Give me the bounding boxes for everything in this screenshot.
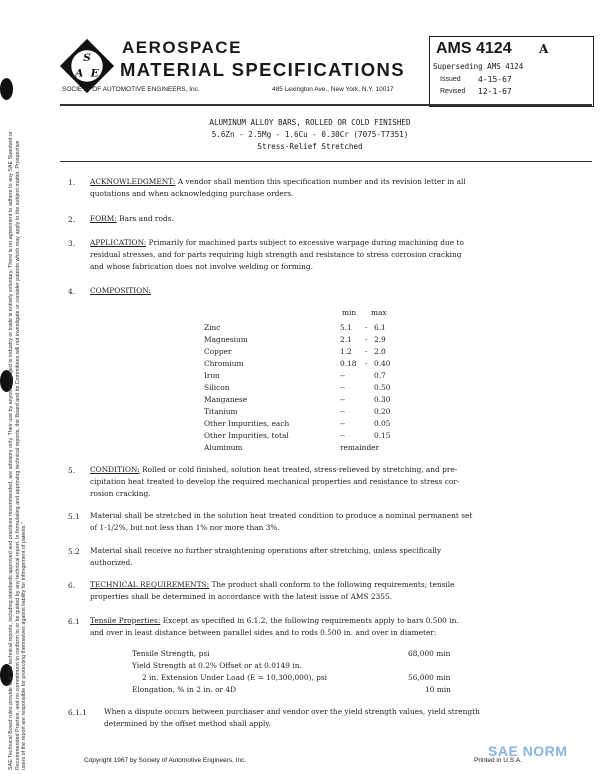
composition-min: -- (340, 407, 345, 416)
composition-element: Iron (204, 371, 220, 380)
watermark-logo: SAE NORM (488, 743, 568, 759)
composition-element: Zinc (204, 323, 221, 332)
composition-separator: - (365, 347, 368, 356)
tensile-strength-label: Tensile Strength, psi (132, 649, 210, 658)
section-6-text1: The product shall conform to the following requirements; tensile (211, 580, 455, 589)
section-2 (90, 213, 560, 225)
composition-element: Other Impurities, each (204, 419, 290, 428)
composition-min-header: min (342, 308, 357, 317)
composition-element: Silicon (204, 383, 230, 392)
composition-separator: - (365, 323, 368, 332)
section-3-number: 3. (68, 239, 76, 248)
section-5-text2: cipitation heat treated to develop the required mechanical properties and resistance to stress cor- (90, 477, 460, 486)
doc-title-line3: Stress-Relief Stretched (257, 142, 363, 151)
tensile-strength-value: 68,000 min (408, 649, 451, 658)
section-6-1-text2: and over in least distance between parallel sides and to rods 0.500 in. and over in diameter: (90, 628, 437, 637)
section-6-1 (90, 615, 570, 639)
composition-min: -- (340, 383, 345, 392)
section-6-1-1-text1: When a dispute occurs between purchaser and vendor over the yield strength values, yield strength (104, 707, 480, 716)
section-5-1-text2: of 1-1/2%, but not less than 1% nor more than 3%. (90, 523, 280, 532)
yield-strength-value: 56,000 min (408, 673, 451, 682)
section-5-2 (90, 545, 570, 569)
composition-max: 0.30 (374, 395, 391, 404)
elongation-label: Elongation, % in 2 in. or 4D (132, 685, 237, 694)
section-5 (90, 464, 570, 500)
spec-revision: A (539, 42, 549, 56)
section-3-text3: and whose fabrication does not involve welding or forming. (90, 262, 314, 271)
composition-separator: - (365, 359, 368, 368)
composition-min: 2.1 (340, 335, 352, 344)
footer-copyright: Copyright 1967 by Society of Automotive Engineers, Inc. (84, 757, 247, 764)
header-title-line2: MATERIAL SPECIFICATIONS (120, 59, 406, 80)
doc-title-line1: ALUMINUM ALLOY BARS, ROLLED OR COLD FINISHED (209, 118, 411, 127)
composition-min: -- (340, 431, 345, 440)
composition-min: remainder (340, 443, 380, 452)
section-1-text2: quotations and when acknowledging purchase orders. (90, 189, 294, 198)
section-2-text1: Bars and rods. (119, 214, 174, 223)
composition-row (204, 418, 424, 430)
composition-max: 0.40 (374, 359, 391, 368)
section-2-heading: FORM: (90, 214, 117, 223)
composition-element: Titanium (204, 407, 238, 416)
section-1 (90, 176, 560, 200)
composition-max: 0.20 (374, 407, 391, 416)
composition-row (204, 430, 424, 442)
composition-min: 5.1 (340, 323, 352, 332)
doc-title-line2: 5.6Zn - 2.5Mg - 1.6Cu - 0.30Cr (7075-T7351) (211, 130, 409, 139)
composition-min: -- (340, 419, 345, 428)
sidebar-disclaimer: SAE Technical Board rules provide that: "All technical reports, including standards approved and practices recommended, are advisory only. Their use by anyone engaged in industry or trade is entirely voluntary. There is no agreement to adhere to any SAE Standard or Recommended Practice, and no commitment to conform to or be guided by any technical report. In formulating and approving technical reports, the Board and its Committees will not investigate or consider patents which may apply to the subject matter. Prospective users of the report are responsible for protecting themselves against liability for infringement of patents." (8, 131, 28, 770)
composition-max-header: max (371, 308, 387, 317)
composition-element: Magnesium (204, 335, 248, 344)
svg-text:A: A (75, 66, 84, 80)
section-3-text1: Primarily for machined parts subject to excessive warpage during machining due to (148, 238, 464, 247)
composition-row (204, 406, 424, 418)
revised-label: Revised (440, 88, 466, 95)
issued-date: 4-15-67 (478, 75, 512, 84)
section-6-heading: TECHNICAL REQUIREMENTS: (90, 580, 210, 589)
header-title-line1: AEROSPACE (122, 38, 242, 57)
composition-min: 1.2 (340, 347, 352, 356)
section-6-1-1-text2: determined by the offset method shall apply. (104, 719, 271, 728)
section-5-text1: Rolled or cold finished, solution heat treated, stress-relieved by stretching, and pre- (142, 465, 458, 474)
composition-min: 0.18 (340, 359, 357, 368)
yield-strength-label: Yield Strength at 0.2% Offset or at 0.0149 in. (132, 661, 302, 670)
section-6-1-number: 6.1 (68, 617, 80, 626)
composition-element: Aluminum (204, 443, 243, 452)
section-4 (90, 285, 151, 297)
elongation-value: 10 min (425, 685, 451, 694)
section-3-text2: residual stresses, and for parts requiring high strength and resistance to stress corrosion cracking (90, 250, 462, 259)
section-4-number: 4. (68, 287, 76, 296)
section-5-1 (90, 510, 570, 534)
composition-row (204, 334, 424, 346)
composition-max: 0.50 (374, 383, 391, 392)
section-3 (90, 237, 560, 273)
section-5-1-number: 5.1 (68, 512, 80, 521)
composition-min: -- (340, 371, 345, 380)
composition-row (204, 382, 424, 394)
composition-row (204, 346, 424, 358)
yield-extension-label: 2 in. Extension Under Load (E = 10,300,000), psi (142, 673, 328, 682)
header-address: 485 Lexington Ave., New York, N.Y. 10017 (272, 86, 394, 93)
section-5-number: 5. (68, 466, 76, 475)
composition-row (204, 442, 424, 454)
svg-text:S: S (83, 51, 91, 65)
composition-row (204, 394, 424, 406)
composition-separator: - (365, 335, 368, 344)
spec-number: AMS 4124 (436, 40, 512, 57)
section-6-text2: properties shall be determined in accordance with the latest issue of AMS 2355. (90, 592, 393, 601)
title-divider (60, 161, 592, 162)
section-6-number: 6. (68, 581, 76, 590)
composition-element: Manganese (204, 395, 248, 404)
composition-max: 2.0 (374, 347, 386, 356)
composition-max: 2.9 (374, 335, 386, 344)
section-2-number: 2. (68, 215, 76, 224)
composition-min: -- (340, 395, 345, 404)
composition-row (204, 322, 424, 334)
section-5-heading: CONDITION: (90, 465, 140, 474)
composition-element: Other Impurities, total (204, 431, 289, 440)
section-5-2-text2: authorized. (90, 558, 133, 567)
composition-row (204, 370, 424, 382)
footer-printed: Printed in U.S.A. (474, 757, 523, 764)
section-5-2-number: 5.2 (68, 547, 80, 556)
section-4-heading: COMPOSITION: (90, 286, 151, 295)
section-5-2-text1: Material shall receive no further straightening operations after stretching, unless specifically (90, 546, 442, 555)
composition-max: 6.1 (374, 323, 386, 332)
header-divider (60, 104, 592, 106)
svg-text:E: E (90, 66, 99, 80)
section-1-heading: ACKNOWLEDGMENT: (90, 177, 176, 186)
section-3-heading: APPLICATION: (90, 238, 147, 247)
composition-row (204, 358, 424, 370)
section-6-1-1-number: 6.1.1 (68, 708, 87, 717)
composition-max: 0.15 (374, 431, 391, 440)
section-6 (90, 579, 570, 603)
composition-element: Chromium (204, 359, 244, 368)
binder-hole-top (0, 78, 13, 100)
section-6-1-text1: Except as specified in 6.1.2, the following requirements apply to bars 0.500 in. (162, 616, 459, 625)
section-6-1-1 (104, 706, 574, 730)
section-1-text1: A vendor shall mention this specification number and its revision letter in all (177, 177, 466, 186)
revised-date: 12-1-67 (478, 87, 512, 96)
section-5-1-text1: Material shall be stretched in the solution heat treated condition to produce a nominal permanent set (90, 511, 473, 520)
section-1-number: 1. (68, 178, 76, 187)
composition-max: 0.05 (374, 419, 391, 428)
section-6-1-heading: Tensile Properties: (90, 616, 161, 625)
section-5-text3: rosion cracking. (90, 489, 151, 498)
spec-superseding: Superseding AMS 4124 (433, 62, 524, 71)
header-society: SOCIETY OF AUTOMOTIVE ENGINEERS, Inc. (62, 86, 200, 93)
composition-max: 0.7 (374, 371, 386, 380)
issued-label: Issued (440, 76, 461, 83)
composition-element: Copper (204, 347, 232, 356)
